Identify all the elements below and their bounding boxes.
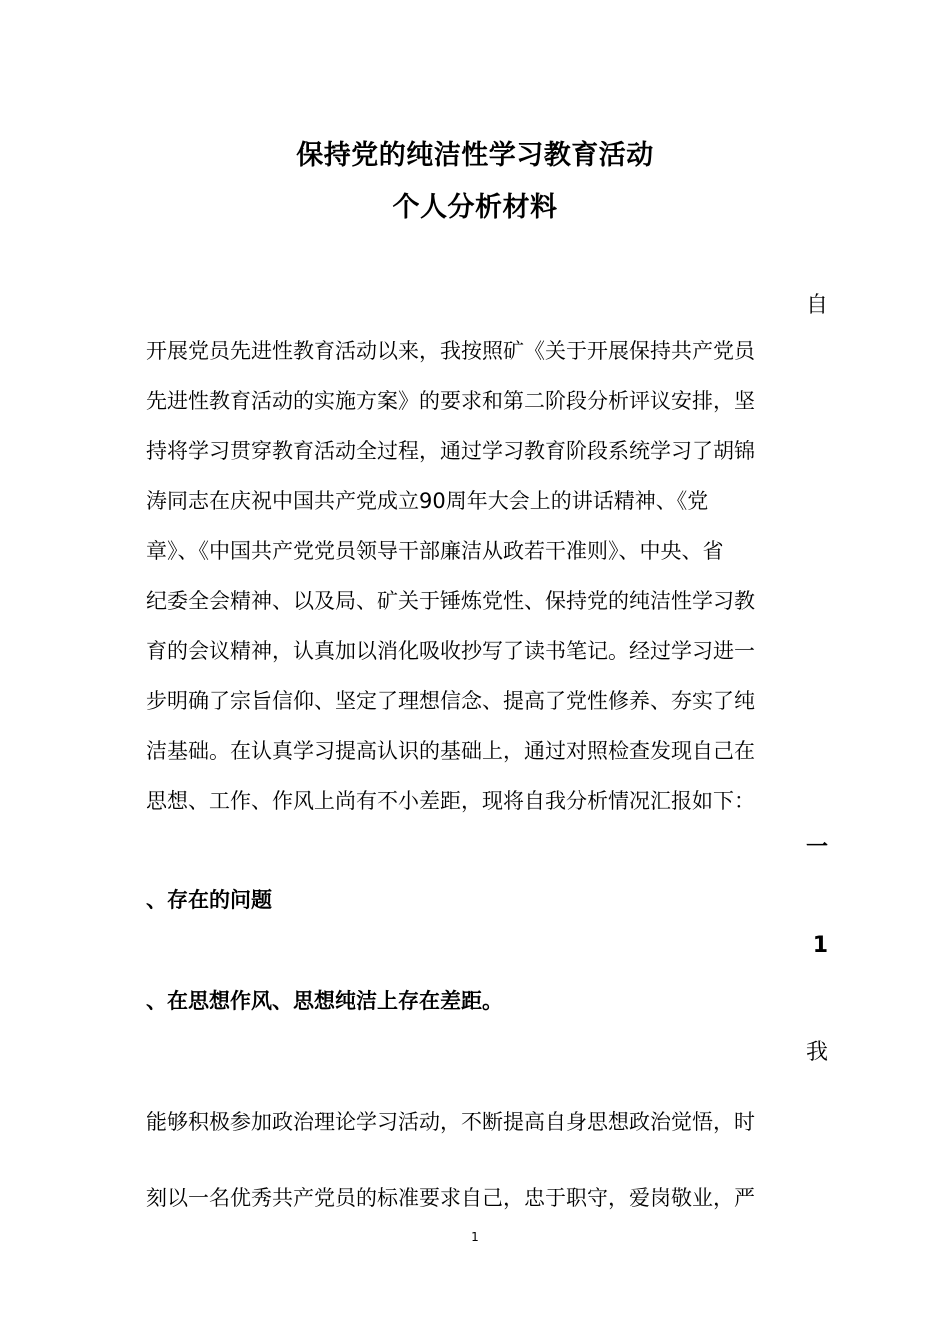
para2-line: 能够积极参加政治理论学习活动，不断提高自身思想政治觉悟，时: [146, 1110, 755, 1134]
intro-lead-char: 自: [805, 293, 828, 318]
intro-line: 思想、工作、作风上尚有不小差距，现将自我分析情况汇报如下：: [146, 789, 755, 813]
subsection-1-title: 、在思想作风、思想纯洁上存在差距。: [146, 989, 503, 1013]
intro-line: 洁基础。在认真学习提高认识的基础上，通过对照检查发现自己在: [146, 739, 755, 763]
intro-line: 持将学习贯穿教育活动全过程，通过学习教育阶段系统学习了胡锦: [146, 439, 755, 463]
para2-line: 刻以一名优秀共产党员的标准要求自己，忠于职守，爱岗敬业，严: [146, 1186, 755, 1210]
intro-paragraph: [146, 326, 806, 826]
section-1-number: 一: [805, 835, 828, 860]
subsection-1-number: 1: [812, 933, 828, 958]
para2-paragraph: [146, 1097, 806, 1223]
intro-line: 涛同志在庆祝中国共产党成立90周年大会上的讲话精神、《党: [146, 489, 709, 513]
intro-line: 章》、《中国共产党党员领导干部廉洁从政若干准则》、中央、省: [146, 539, 724, 563]
document-title-line-2: 个人分析材料: [392, 192, 558, 223]
intro-line: 先进性教育活动的实施方案》的要求和第二阶段分析评议安排，坚: [146, 389, 755, 413]
para2-lead-char: 我: [805, 1040, 828, 1065]
document-title-line-1: 保持党的纯洁性学习教育活动: [296, 140, 654, 171]
section-1-title: 、存在的问题: [146, 888, 272, 912]
intro-line: 育的会议精神，认真加以消化吸收抄写了读书笔记。经过学习进一: [146, 639, 755, 663]
page-number: 1: [471, 1230, 479, 1244]
intro-line: 步明确了宗旨信仰、坚定了理想信念、提高了党性修养、夯实了纯: [146, 689, 755, 713]
intro-line: 纪委全会精神、以及局、矿关于锤炼党性、保持党的纯洁性学习教: [146, 589, 755, 613]
intro-line: 开展党员先进性教育活动以来，我按照矿《关于开展保持共产党员: [146, 339, 755, 363]
